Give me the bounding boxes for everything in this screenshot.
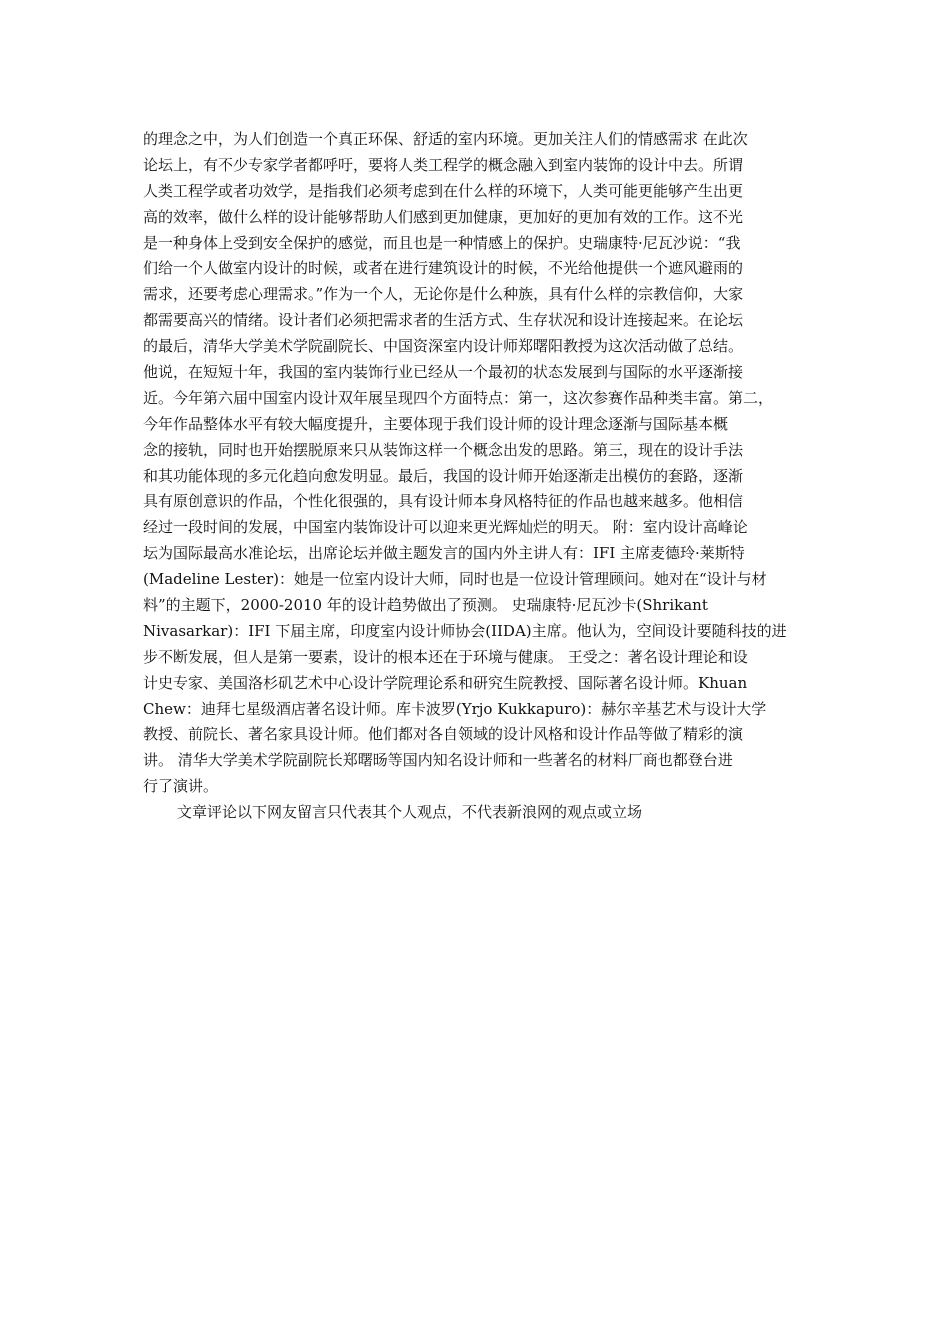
text-line: 教授、前院长、著名家具设计师。他们都对各自领域的设计风格和设计作品等做了精彩的演 (143, 725, 744, 744)
text-line: 今年作品整体水平有较大幅度提升，主要体现于我们设计师的设计理念逐渐与国际基本概 (143, 414, 729, 433)
text-line: 是一种身体上受到安全保护的感觉，而且也是一种情感上的保护。史瑞康特·尼瓦沙说：“我 (143, 233, 741, 252)
text-line: 的理念之中，为人们创造一个真正环保、舒适的室内环境。更加关注人们的情感需求 在此次 (143, 130, 748, 148)
text-line: 料”的主题下，2000-2010 年的设计趋势做出了预测。 史瑞康特·尼瓦沙卡(Shrikant (143, 596, 708, 615)
text-line: 他说，在短短十年，我国的室内装饰行业已经从一个最初的状态发展到与国际的水平逐渐接 (143, 363, 744, 382)
text-line: 行了演讲。 (143, 777, 219, 796)
text-line: 念的接轨，同时也开始摆脱原来只从装饰这样一个概念出发的思路。第三，现在的设计手法 (143, 440, 744, 459)
text-line: 近。今年第六届中国室内设计双年展呈现四个方面特点：第一，这次参赛作品种类丰富。第二， (143, 388, 774, 407)
text-line: 经过一段时间的发展，中国室内装饰设计可以迎来更光辉灿烂的明天。 附：室内设计高峰论 (143, 518, 748, 537)
text-line: 需求，还要考虑心理需求。”作为一个人，无论你是什么种族，具有什么样的宗教信仰，大家 (143, 285, 744, 304)
text-line: 计史专家、美国洛杉矶艺术中心设计学院理论系和研究生院教授、国际著名设计师。Khuan (143, 673, 748, 692)
text-line: 和其功能体现的多元化趋向愈发明显。最后，我国的设计师开始逐渐走出模仿的套路，逐渐 (143, 466, 744, 485)
text-line: 讲。 清华大学美术学院副院长郑曙旸等国内知名设计师和一些著名的材料厂商也都登台进 (143, 751, 733, 770)
text-line: 论坛上，有不少专家学者都呼吁，要将人类工程学的概念融入到室内装饰的设计中去。所谓 (143, 155, 744, 174)
text-line: 的最后，清华大学美术学院副院长、中国资深室内设计师郑曙阳教授为这次活动做了总结。 (143, 337, 744, 356)
text-line: 步不断发展，但人是第一要素，设计的根本还在于环境与健康。 王受之：著名设计理论和设 (143, 647, 748, 666)
text-line: (Madeline Lester)：她是一位室内设计大师，同时也是一位设计管理顾问。她对在“设计与材 (143, 570, 767, 589)
text-line: 们给一个人做室内设计的时候，或者在进行建筑设计的时候，不光给他提供一个遮风避雨的 (143, 259, 744, 278)
text-line: 坛为国际最高水准论坛，出席论坛并做主题发言的国内外主讲人有：IFI 主席麦德玲·莱斯特 (143, 544, 745, 563)
text-line: Nivasarkar)：IFI 下届主席，印度室内设计师协会(IIDA)主席。他认为，空间设计要随科技的进 (143, 621, 787, 640)
text-line: 具有原创意识的作品，个性化很强的，具有设计师本身风格特征的作品也越来越多。他相信 (143, 492, 744, 511)
text-line: Chew：迪拜七星级酒店著名设计师。库卡波罗(Yrjo Kukkapuro)：赫尔辛基艺术与设计大学 (143, 699, 767, 718)
text-line: 都需要高兴的情绪。设计者们必须把需求者的生活方式、生存状况和设计连接起来。在论坛 (143, 311, 744, 330)
footer-disclaimer: 文章评论以下网友留言只代表其个人观点，不代表新浪网的观点或立场 (177, 803, 643, 822)
text-line: 人类工程学或者功效学，是指我们必须考虑到在什么样的环境下，人类可能更能够产生出更 (143, 181, 744, 200)
article-body (143, 127, 815, 826)
text-line: 高的效率，做什么样的设计能够帮助人们感到更加健康，更加好的更加有效的工作。这不光 (143, 207, 744, 226)
